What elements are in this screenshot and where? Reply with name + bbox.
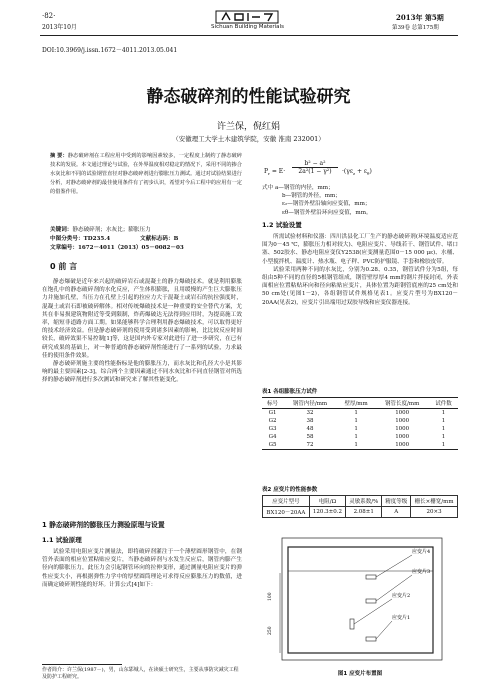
section-1-2-body <box>262 233 458 307</box>
paragraph: 试验采用两种不同的水灰比，分别为0.28、0.35，钢管试件分为5组，每组由5种不同的直径的5根钢管组成，钢管壁厚厚4 mm的钢片拌接封闭，外表面相应位置粘贴环向和径向粘贴应变片，具体位置为距钢管底座的25 cm处和50 cm处(见图1－2)，各组钢管试件规格见表1。应变片型号为BX120－20AA(见表2)，应变片引出端用过双胶导线和应变仪器连接。 <box>262 266 458 306</box>
table-2 <box>262 495 458 518</box>
definition-line: 式中 a—钢管的内径，mm； <box>262 185 334 191</box>
dimension-label: 100 <box>268 592 273 601</box>
table-cell: G4 <box>268 434 277 440</box>
table-row <box>262 433 458 441</box>
table-cell: 1000 <box>395 418 410 424</box>
paper-title: 静态破碎剂的性能试验研究 <box>146 87 351 107</box>
gauge-label: 应变片3 <box>412 569 431 575</box>
steel-tube-outline <box>282 538 442 660</box>
formula-mid: + ε <box>355 168 368 175</box>
table-cell: 1 <box>354 418 358 424</box>
table-header: 钢管长度/mm <box>375 398 429 409</box>
formula <box>262 160 462 182</box>
figure-1 <box>262 535 458 665</box>
table-cell: 72 <box>283 441 337 450</box>
strain-gauge <box>366 599 376 603</box>
classification: 中图分类号：TD235.4 <box>50 236 111 242</box>
doi: DOI:10.3969/j.issn.1672－4011.2013.05.041 <box>42 47 178 54</box>
header-rule <box>40 35 458 36</box>
table-row <box>263 507 458 518</box>
table-cell: 1 <box>354 434 358 440</box>
table-cell: BX120－20AA <box>263 507 310 518</box>
volume-info: 第39卷 总第175期 <box>392 25 439 31</box>
formula-tail: ·(γε <box>342 168 353 175</box>
leader-line <box>376 555 412 577</box>
table-header: 电阻/Ω <box>309 496 345 507</box>
section-1-1-heading: 1.1 试验原理 <box>42 536 82 544</box>
gauge-label: 应变片2 <box>392 593 411 599</box>
classification-line <box>50 235 242 243</box>
formula-denominator: 2a²(1 − γ²) <box>298 168 332 175</box>
formula-numerator: b² − a² <box>292 160 338 168</box>
table-cell: 20×3 <box>411 507 458 518</box>
table-cell: G2 <box>268 418 277 424</box>
table-cell: 1 <box>429 441 458 450</box>
abstract-label: 摘 要： <box>50 153 68 159</box>
table-cell: 1 <box>441 426 446 432</box>
table-header: 栅长×栅宽/mm <box>411 496 458 507</box>
section-1-2-heading: 1.2 试验设置 <box>262 221 302 229</box>
journal-logo-icon <box>202 10 292 24</box>
abstract <box>50 152 242 197</box>
table-cell: 32 <box>306 410 314 416</box>
table-cell: 1 <box>354 426 358 432</box>
table-1 <box>262 397 458 450</box>
table-row <box>262 409 458 418</box>
journal-name: Sichuan Building Materials <box>211 24 284 30</box>
gauge-label: 应变片4 <box>412 549 431 555</box>
paragraph: 试验采用电阻应变片测量法，即将破碎剂灌注于一个薄壁圆形钢管中，在钢管外表面的相应位置粘贴应变片，当静态破碎剂与水发生反应后，钢管内膨产生径向的膨胀压力，此压力会引起钢管环向的拉伸变形，通过测量电阻应变片的弹性应变大小，再根据弹性力学中的厚壁圆筒理论可求得反应膨胀压力的数值，进而确定破碎剂性能的好坏。计算公式[4]如下： <box>42 549 242 588</box>
gauge-label: 应变片1 <box>392 615 411 621</box>
table-cell: 1 <box>354 410 358 416</box>
paragraph: 静态爆破是近年来兴起的破碎岩石或混凝土的静力爆破技术。就是利用膨胀在饱孔中的静态破碎剂的水化反应，产生体积膨胀，且用缓慢的产生巨大膨胀压力并施加孔壁，当压力在孔壁上引起的拉应力大于混凝土或岩石的抗拉强度时，混凝土或岩石即被破碎解体。相对传统爆破技术是一种重要的安全替代方案，尤其在非易损建筑物附近等受到限制，炸药爆破达无法得到应用时，为提高施工效率，缩短非道路方面工期。如果能够科学合理利用静态爆破技术，可以取得更好的技术经济效益。但是静态破碎剂的使用受到诸多因素的影响，比比较反应时间较长，破碎效果不易控制[1]等，这是国内外专家对此进行了进一步研究，在已有研究成果的基础上，对一种普通的静态破碎剂性能进行了一系列的试验，力求最佳的使用条件效果。 <box>42 279 242 359</box>
strain-gauge <box>350 619 354 629</box>
formula-lhs: P <box>264 168 269 175</box>
table-cell: G1 <box>268 410 277 416</box>
issue-number: 2013年 第5期 <box>396 13 444 22</box>
table-cell: A <box>382 507 411 518</box>
table-1-caption: 表1 各组膨胀压力试件 <box>262 389 318 395</box>
figure-1-caption: 图1 应变片布置图 <box>337 671 383 677</box>
issue-date: 2013年10月 <box>42 24 77 31</box>
definition-line: ε₂—钢管外壁沿轴向应变值，mm； <box>282 201 371 208</box>
table-header: 标号 <box>262 398 283 409</box>
table-row <box>262 425 458 433</box>
table-cell: 1 <box>337 441 375 450</box>
table-cell: 1000 <box>395 410 410 416</box>
strain-gauge-diagram <box>262 535 458 665</box>
table-header: 灵敏系数/% <box>346 496 382 507</box>
section-0-heading: 0 前 言 <box>50 262 78 271</box>
formula-definitions <box>262 184 458 217</box>
footnote-rule <box>42 664 122 665</box>
table-cell: 1000 <box>395 434 410 440</box>
table-cell: 1 <box>441 434 446 440</box>
table-cell: G3 <box>268 426 277 432</box>
formula-lhs-sub: r <box>268 171 270 177</box>
page-number: ·82· <box>42 12 56 20</box>
footnote: 作者简介：许兰保(1987－)，男，山东郓城人，在读硕士研究生，主要从事防灾减灾工程及防护工程研究。 <box>42 667 239 680</box>
table-header: 壁厚/mm <box>337 398 375 409</box>
table-cell: 1 <box>441 418 446 424</box>
table-cell: 58 <box>306 434 314 440</box>
table-cell: 2.08±1 <box>346 507 382 518</box>
table-header: 钢管内径/mm <box>283 398 337 409</box>
paragraph: 所需试验材料和仪器：四川洪县化工厂生产的静态破碎剂(环境温度适应范围为0－45 ℃，膨胀压力相对较大)、电阻应变片、导线若干、钢管试件、堵口塞、502胶水、静态电阻应变仪Y2538(应变测量范围0－15 000 με)、水桶、小型搅拌机、温度计、热水瓶、电子秤、PVC防护服镜、手套和橡胶皮带。 <box>262 234 458 265</box>
dimension-label: 250 <box>268 626 273 635</box>
keywords-label: 关键词： <box>50 227 73 233</box>
formula-end: ) <box>369 168 372 175</box>
table-cell: 120.3±0.2 <box>309 507 345 518</box>
table-header: 应变片型号 <box>263 496 310 507</box>
formula-tail-sub1: z <box>352 171 356 177</box>
table-cell: 1000 <box>375 441 429 450</box>
formula-eq: = E· <box>269 168 286 175</box>
table-row <box>262 441 458 450</box>
table-cell: 1000 <box>395 426 410 432</box>
keywords <box>50 226 242 234</box>
table-2-caption: 表2 应变片的性能参数 <box>262 487 318 493</box>
affiliation: （安徽理工大学土木建筑学院，安徽 淮南 232001） <box>172 135 325 143</box>
section-1-1-body <box>42 548 242 589</box>
steel-tube-body <box>288 547 433 653</box>
table-header: 精度等级 <box>382 496 411 507</box>
article-id: 文章编号：1672－4011（2013）05－0082－03 <box>50 245 184 251</box>
section-1-heading: 1 静态破碎剂的膨胀压力测验原理与设置 <box>42 521 165 529</box>
paragraph: 静态破碎剂施主要的性能指标是他的膨胀压力，而水灰比和孔径大小是其影响的最主要因素[2-3]，综合两个主要因素通过不同水灰比和不同直径钢管对所选择的静态破碎剂进行多次测试和研究来了解其性能变化。 <box>42 361 242 384</box>
abstract-text: 静态破碎剂在工程应用中受到的影响因素较多，一定程度上制约了静态破碎技术的发展。本文通过理论与试验，在外界温度相对稳定的情况下，采用不同的掺合水灰比和不同的试验钢管直径对静态破碎剂进行膨胀压力测试。通过对试验结果进行分析，对静态破碎剂的最佳使用条件有了初步认识，希望对今后工程中的应用有一定的借鉴作用。 <box>50 153 242 195</box>
table-cell: G5 <box>262 441 283 450</box>
section-0-body <box>42 278 242 385</box>
table-header: 试件数 <box>429 398 458 409</box>
table-cell: 48 <box>306 426 314 432</box>
table-cell: 1 <box>441 410 446 416</box>
keywords-text: 静态破碎剂；水灰比；膨胀压力 <box>72 227 151 233</box>
authors: 许兰保，倪红娟 <box>216 122 280 132</box>
formula-tail-sub2: θ <box>367 171 370 177</box>
document-code: 文献标志码：B <box>140 236 179 242</box>
leader-line <box>376 621 392 639</box>
definition-line: εθ—钢管外壁沿环向应变值，mm。 <box>282 209 372 216</box>
table-row <box>262 417 458 425</box>
table-cell: 38 <box>306 418 314 424</box>
strain-gauge <box>366 637 376 641</box>
definition-line: b—钢管的外径，mm； <box>282 193 341 200</box>
strain-gauge <box>366 575 376 579</box>
